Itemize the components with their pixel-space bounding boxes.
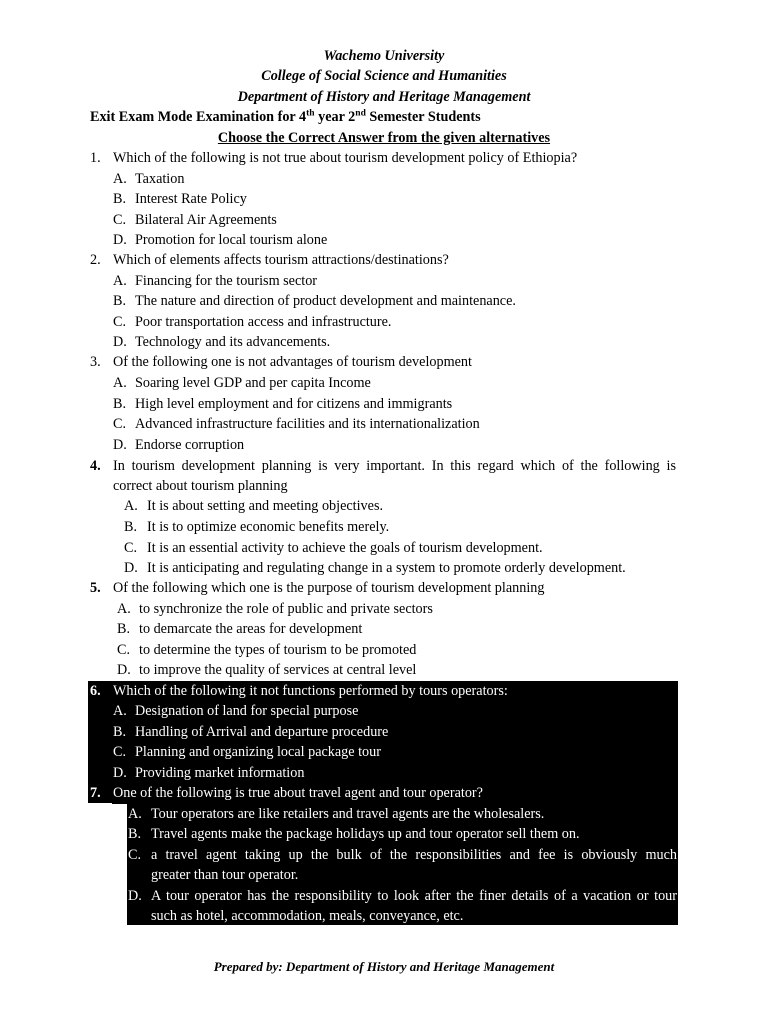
option-text-line-2: greater than tour operator.	[151, 867, 299, 883]
university-name: Wachemo University	[323, 48, 445, 64]
option-text: Soaring level GDP and per capita Income	[135, 375, 371, 391]
option-text: Planning and organizing local package tour	[135, 744, 381, 760]
option-text: Designation of land for special purpose	[135, 703, 359, 719]
footer-prepared-by: Prepared by: Department of History and Heritage Management	[213, 959, 555, 974]
option-label: A.	[117, 601, 131, 617]
question-text-line-2: correct about tourism planning	[113, 478, 288, 494]
question-number: 1.	[90, 150, 101, 166]
option-text: It is to optimize economic benefits merely.	[147, 519, 390, 535]
option-label: C.	[128, 847, 142, 863]
option-label: D.	[113, 765, 127, 781]
option-label: C.	[113, 744, 127, 760]
option-text: High level employment and for citizens and immigrants	[135, 396, 453, 412]
exam-title	[90, 107, 481, 127]
department-name: Department of History and Heritage Management	[237, 89, 531, 105]
option-label: C.	[113, 314, 127, 330]
option-text: Endorse corruption	[135, 437, 245, 453]
option-label: B.	[128, 826, 142, 842]
option-label: B.	[113, 191, 127, 207]
question-number: 5.	[90, 580, 101, 596]
question-number: 7.	[90, 785, 101, 801]
option-text: Technology and its advancements.	[135, 334, 331, 350]
question-text: Which of elements affects tourism attractions/destinations?	[113, 252, 449, 268]
option-text: Travel agents make the package holidays up and tour operator sell them on.	[151, 826, 580, 842]
question-text: Of the following one is not advantages of tourism development	[113, 354, 472, 370]
option-text: The nature and direction of product development and maintenance.	[135, 293, 516, 309]
question-text: Of the following which one is the purpose of tourism development planning	[113, 580, 545, 596]
option-label: B.	[124, 519, 138, 535]
instruction: Choose the Correct Answer from the given alternatives	[217, 130, 551, 146]
question-number: 6.	[90, 683, 101, 699]
question-number: 3.	[90, 354, 101, 370]
question-text: Which of the following it not functions performed by tours operators:	[113, 683, 508, 699]
option-label: D.	[117, 662, 131, 678]
exam-title-part-2: year 2	[314, 109, 356, 125]
option-label: D.	[113, 232, 127, 248]
option-label: A.	[113, 703, 127, 719]
option-text: Advanced infrastructure facilities and its internationalization	[135, 416, 480, 432]
question-number: 4.	[90, 458, 101, 474]
question-text: Which of the following is not true about tourism development policy of Ethiopia?	[113, 150, 578, 166]
option-label: A.	[128, 806, 142, 822]
option-text: to improve the quality of services at central level	[139, 662, 417, 678]
option-text: It is anticipating and regulating change in a system to promote orderly development.	[147, 560, 626, 576]
option-text: It is an essential activity to achieve the goals of tourism development.	[147, 540, 543, 556]
exam-title-sup-1: th	[306, 108, 315, 119]
option-label: D.	[128, 888, 142, 904]
option-text: Bilateral Air Agreements	[135, 212, 277, 228]
option-text: Handling of Arrival and departure procedure	[135, 724, 389, 740]
option-text: to synchronize the role of public and private sectors	[139, 601, 433, 617]
option-text: to determine the types of tourism to be promoted	[139, 642, 417, 658]
option-label: C.	[117, 642, 131, 658]
option-label: B.	[113, 396, 127, 412]
option-text: Financing for the tourism sector	[135, 273, 318, 289]
option-text: Poor transportation access and infrastructure.	[135, 314, 392, 330]
option-label: D.	[113, 334, 127, 350]
option-text-line-1: A tour operator has the responsibility to look after the finer details of a vacation or tour	[151, 888, 677, 904]
exam-title-part-3: Semester Students	[365, 109, 481, 125]
question-number: 2.	[90, 252, 101, 268]
option-label: A.	[113, 375, 127, 391]
option-text: Interest Rate Policy	[135, 191, 247, 207]
option-label: B.	[113, 293, 127, 309]
option-label: A.	[113, 171, 127, 187]
option-label: C.	[113, 416, 127, 432]
exam-title-part-1: Exit Exam Mode Examination for 4	[90, 109, 307, 125]
college-name: College of Social Science and Humanities	[261, 68, 507, 84]
option-text-line-2: such as hotel, accommodation, meals, conveyance, etc.	[151, 908, 464, 924]
option-text: to demarcate the areas for development	[139, 621, 363, 637]
option-text-line-1: a travel agent taking up the bulk of the responsibilities and fee is obviously much	[151, 847, 677, 863]
option-text: Tour operators are like retailers and travel agents are the wholesalers.	[151, 806, 545, 822]
option-text: Taxation	[135, 171, 185, 187]
option-text: Providing market information	[135, 765, 305, 781]
option-label: C.	[113, 212, 127, 228]
question-text: One of the following is true about travel agent and tour operator?	[113, 785, 483, 801]
option-label: B.	[113, 724, 127, 740]
option-label: A.	[113, 273, 127, 289]
option-label: C.	[124, 540, 138, 556]
option-label: D.	[113, 437, 127, 453]
question-text-line-1: In tourism development planning is very important. In this regard which of the following is	[113, 458, 676, 474]
option-label: A.	[124, 498, 138, 514]
option-text: Promotion for local tourism alone	[135, 232, 328, 248]
option-label: B.	[117, 621, 131, 637]
exam-title-sup-2: nd	[355, 108, 366, 119]
option-label: D.	[124, 560, 138, 576]
option-text: It is about setting and meeting objectives.	[147, 498, 384, 514]
